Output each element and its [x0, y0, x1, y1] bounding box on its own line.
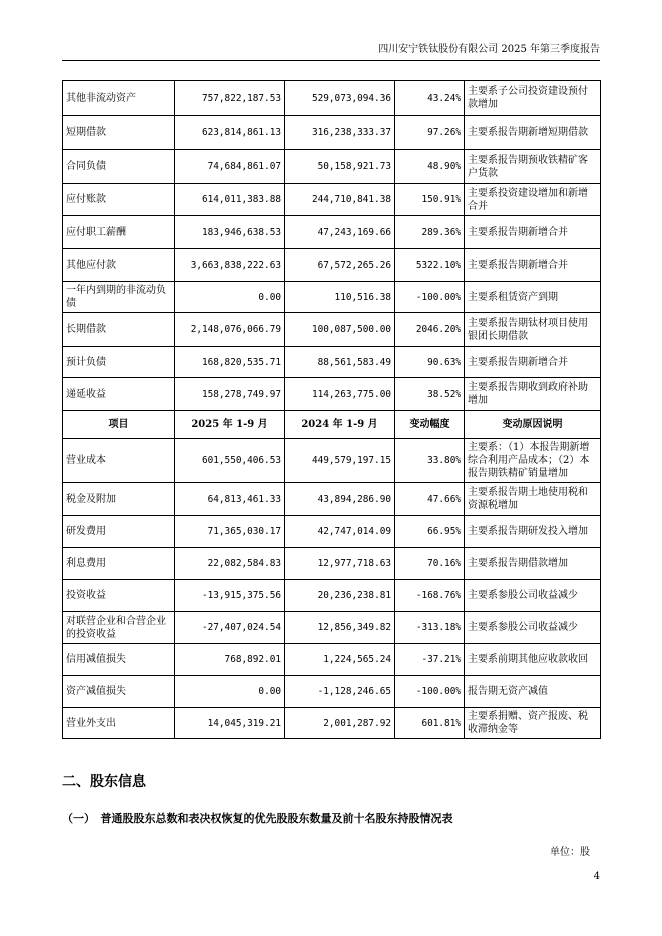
header-reason: 变动原因说明	[465, 411, 601, 439]
row-current-value: 768,892.01	[175, 644, 285, 676]
row-change-reason: 主要系报告期钛材项目使用银团长期借款	[465, 313, 601, 347]
row-item-label: 信用减值损失	[63, 644, 175, 676]
row-previous-value: 244,710,841.38	[285, 184, 395, 216]
row-item-label: 递延收益	[63, 378, 175, 411]
income-header-section	[63, 411, 601, 439]
row-item-label: 预计负债	[63, 347, 175, 378]
row-current-value: 2,148,076,066.79	[175, 313, 285, 347]
row-change-pct: 38.52%	[395, 378, 465, 411]
row-change-reason: 主要系报告期研发投入增加	[465, 516, 601, 548]
row-previous-value: 47,243,169.66	[285, 216, 395, 249]
row-previous-value: 42,747,014.09	[285, 516, 395, 548]
row-change-reason: 主要系租赁资产到期	[465, 282, 601, 313]
row-item-label: 利息费用	[63, 548, 175, 580]
row-change-reason: 主要系报告期新增短期借款	[465, 116, 601, 150]
table-row	[63, 282, 601, 313]
row-change-pct: 601.81%	[395, 708, 465, 739]
row-current-value: 0.00	[175, 676, 285, 708]
row-change-reason: 主要系子公司投资建设预付款增加	[465, 81, 601, 116]
report-title: 四川安宁铁钛股份有限公司 2025 年第三季度报告	[378, 44, 600, 55]
row-previous-value: 110,516.38	[285, 282, 395, 313]
table-row	[63, 150, 601, 184]
row-item-label: 短期借款	[63, 116, 175, 150]
row-change-reason: 主要系报告期新增合并	[465, 216, 601, 249]
row-current-value: 14,045,319.21	[175, 708, 285, 739]
row-current-value: 22,082,584.83	[175, 548, 285, 580]
row-item-label: 一年内到期的非流动负债	[63, 282, 175, 313]
row-item-label: 其他应付款	[63, 249, 175, 282]
row-current-value: 623,814,861.13	[175, 116, 285, 150]
table-row	[63, 612, 601, 644]
row-previous-value: 67,572,265.26	[285, 249, 395, 282]
table-row	[63, 483, 601, 516]
row-current-value: 3,663,838,222.63	[175, 249, 285, 282]
row-item-label: 其他非流动资产	[63, 81, 175, 116]
row-change-pct: -37.21%	[395, 644, 465, 676]
row-change-reason: 主要系报告期新增合并	[465, 249, 601, 282]
table-row	[63, 439, 601, 483]
table-row	[63, 216, 601, 249]
row-previous-value: 12,856,349.82	[285, 612, 395, 644]
row-current-value: 158,278,749.97	[175, 378, 285, 411]
row-current-value: -27,407,024.54	[175, 612, 285, 644]
row-previous-value: 100,087,500.00	[285, 313, 395, 347]
row-change-pct: 150.91%	[395, 184, 465, 216]
row-change-reason: 主要系报告期借款增加	[465, 548, 601, 580]
header-change: 变动幅度	[395, 411, 465, 439]
section-title: 二、股东信息	[62, 774, 146, 790]
header-previous: 2024 年 1-9 月	[285, 411, 395, 439]
row-item-label: 营业成本	[63, 439, 175, 483]
page-header	[62, 42, 600, 61]
unit-label: 单位：股	[550, 847, 590, 858]
table-row	[63, 184, 601, 216]
row-item-label: 税金及附加	[63, 483, 175, 516]
row-current-value: 71,365,030.17	[175, 516, 285, 548]
row-item-label: 研发费用	[63, 516, 175, 548]
row-change-reason: 主要系报告期新增合并	[465, 347, 601, 378]
change-table	[62, 80, 601, 739]
row-previous-value: 12,977,718.63	[285, 548, 395, 580]
row-change-pct: 48.90%	[395, 150, 465, 184]
row-item-label: 营业外支出	[63, 708, 175, 739]
row-previous-value: 1,224,565.24	[285, 644, 395, 676]
row-current-value: 64,813,461.33	[175, 483, 285, 516]
table-row	[63, 116, 601, 150]
row-change-pct: 33.80%	[395, 439, 465, 483]
row-current-value: 757,822,187.53	[175, 81, 285, 116]
row-item-label: 应付职工薪酬	[63, 216, 175, 249]
row-change-pct: -100.00%	[395, 282, 465, 313]
row-change-reason: 主要系报告期收到政府补助增加	[465, 378, 601, 411]
row-previous-value: 88,561,583.49	[285, 347, 395, 378]
table-row	[63, 347, 601, 378]
row-current-value: 168,820,535.71	[175, 347, 285, 378]
table-row	[63, 580, 601, 612]
table-row	[63, 249, 601, 282]
row-change-reason: 主要系前期其他应收款收回	[465, 644, 601, 676]
table-row	[63, 548, 601, 580]
table-row	[63, 516, 601, 548]
row-item-label: 对联营企业和合营企业的投资收益	[63, 612, 175, 644]
table-row	[63, 644, 601, 676]
table-row	[63, 708, 601, 739]
table-row	[63, 81, 601, 116]
row-previous-value: -1,128,246.65	[285, 676, 395, 708]
row-item-label: 长期借款	[63, 313, 175, 347]
row-change-pct: -313.18%	[395, 612, 465, 644]
row-previous-value: 316,238,333.37	[285, 116, 395, 150]
subsection-title: （一） 普通股股东总数和表决权恢复的优先股股东数量及前十名股东持股情况表	[62, 812, 453, 825]
row-change-pct: 70.16%	[395, 548, 465, 580]
row-item-label: 应付账款	[63, 184, 175, 216]
row-change-pct: 5322.10%	[395, 249, 465, 282]
row-change-pct: -168.76%	[395, 580, 465, 612]
row-change-reason: 报告期无资产减值	[465, 676, 601, 708]
row-change-pct: 90.63%	[395, 347, 465, 378]
row-previous-value: 114,263,775.00	[285, 378, 395, 411]
row-current-value: 614,011,383.88	[175, 184, 285, 216]
row-current-value: 183,946,638.53	[175, 216, 285, 249]
row-current-value: 601,550,406.53	[175, 439, 285, 483]
row-change-reason: 主要系投资建设增加和新增合并	[465, 184, 601, 216]
row-change-pct: 47.66%	[395, 483, 465, 516]
row-item-label: 合同负债	[63, 150, 175, 184]
row-item-label: 投资收益	[63, 580, 175, 612]
row-previous-value: 2,001,287.92	[285, 708, 395, 739]
table-header-row	[63, 411, 601, 439]
balance-section	[63, 81, 601, 411]
table-row	[63, 313, 601, 347]
row-previous-value: 50,158,921.73	[285, 150, 395, 184]
page-number: 4	[593, 871, 600, 882]
row-current-value: 0.00	[175, 282, 285, 313]
income-section	[63, 439, 601, 739]
table-row	[63, 378, 601, 411]
row-change-reason: 主要系参股公司收益减少	[465, 580, 601, 612]
row-current-value: -13,915,375.56	[175, 580, 285, 612]
row-change-pct: 2046.20%	[395, 313, 465, 347]
row-previous-value: 449,579,197.15	[285, 439, 395, 483]
row-change-pct: 289.36%	[395, 216, 465, 249]
row-previous-value: 529,073,094.36	[285, 81, 395, 116]
row-current-value: 74,684,861.07	[175, 150, 285, 184]
row-change-reason: 主要系参股公司收益减少	[465, 612, 601, 644]
row-item-label: 资产减值损失	[63, 676, 175, 708]
header-current: 2025 年 1-9 月	[175, 411, 285, 439]
row-change-reason: 主要系报告期预收铁精矿客户货款	[465, 150, 601, 184]
table-row	[63, 676, 601, 708]
row-change-pct: 97.26%	[395, 116, 465, 150]
row-change-reason: 主要系：（1）本报告期新增综合利用产品成本；（2）本报告期铁精矿销量增加	[465, 439, 601, 483]
row-change-reason: 主要系报告期土地使用税和资源税增加	[465, 483, 601, 516]
row-previous-value: 43,894,286.90	[285, 483, 395, 516]
row-change-pct: 66.95%	[395, 516, 465, 548]
row-change-pct: 43.24%	[395, 81, 465, 116]
row-previous-value: 20,236,238.81	[285, 580, 395, 612]
row-change-reason: 主要系捐赠、资产报废、税收滞纳金等	[465, 708, 601, 739]
header-item: 项目	[63, 411, 175, 439]
row-change-pct: -100.00%	[395, 676, 465, 708]
